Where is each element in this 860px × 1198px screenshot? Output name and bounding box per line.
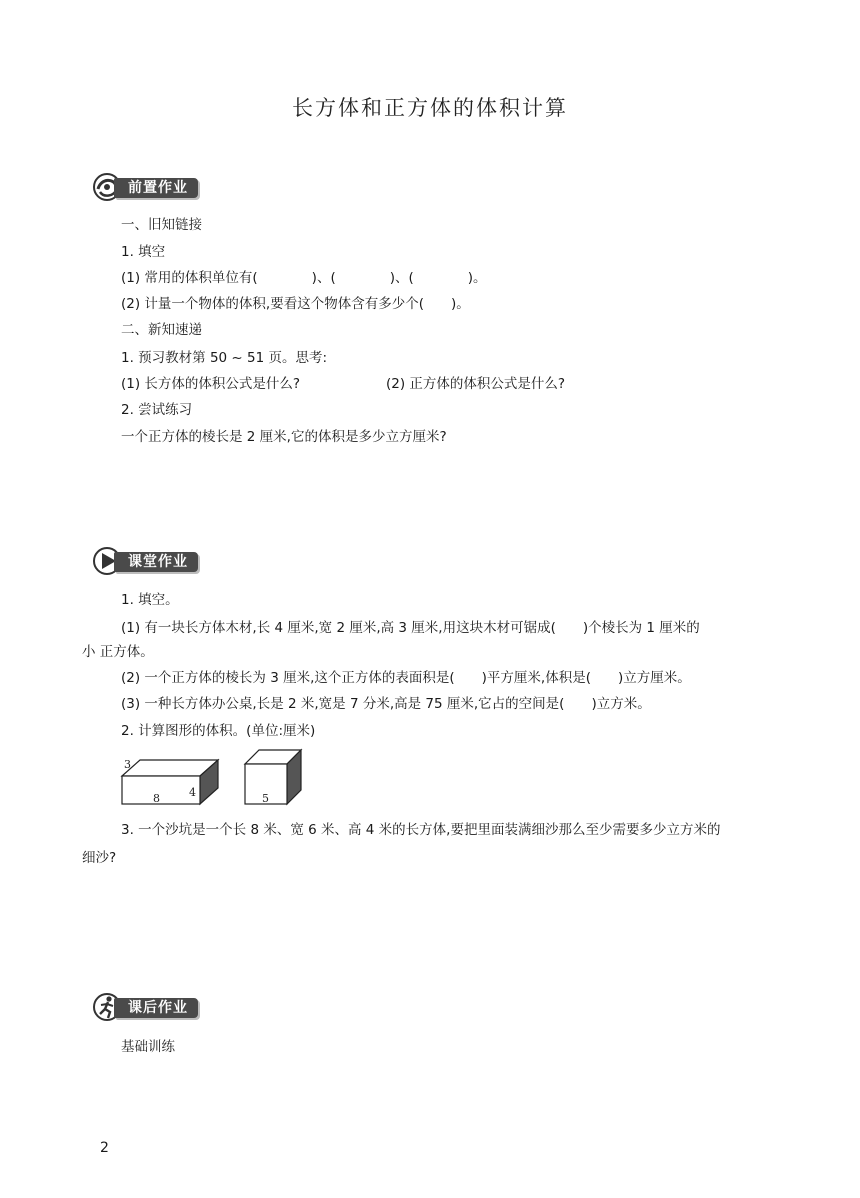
section-title: 前置作业: [114, 178, 198, 198]
section-badge-after: [92, 992, 232, 1022]
q1-item-2: (2) 计量一个物体的体积,要看这个物体含有多少个( )。: [121, 296, 470, 312]
part2-heading: 二、新知速递: [121, 322, 202, 338]
class-q1-item-1a: (1) 有一块长方体木材,长 4 厘米,宽 2 厘米,高 3 厘米,用这块木材可锯成( )个棱长为 1 厘米的: [121, 620, 700, 636]
practice-question: 一个正方体的棱长是 2 厘米,它的体积是多少立方厘米?: [121, 429, 447, 445]
think-2: (2) 正方体的体积公式是什么?: [386, 376, 566, 392]
practice-heading: 2. 尝试练习: [121, 402, 193, 418]
class-q3b: 细沙?: [82, 850, 117, 866]
cuboid-figure: [122, 758, 218, 805]
preview-line: 1. 预习教材第 50 ~ 51 页。思考:: [121, 350, 328, 366]
class-q1-item-3: (3) 一种长方体办公桌,长是 2 米,宽是 7 分米,高是 75 厘米,它占的空间是( )立方米。: [121, 696, 651, 712]
class-q3a: 3. 一个沙坑是一个长 8 米、宽 6 米、高 4 米的长方体,要把里面装满细沙那么至少需要多少立方米的: [121, 822, 721, 838]
part1-heading: 一、旧知链接: [121, 217, 202, 233]
think-1: (1) 长方体的体积公式是什么?: [121, 376, 301, 392]
section-title: 课堂作业: [114, 552, 198, 572]
q1-heading: 1. 填空: [121, 244, 166, 260]
cuboid-length-label: 8: [153, 792, 160, 805]
cube-figure: [245, 750, 301, 805]
basic-training: 基础训练: [121, 1039, 175, 1055]
class-q1-item-1b: 小 正方体。: [82, 644, 154, 660]
class-q2: 2. 计算图形的体积。(单位:厘米): [121, 723, 316, 739]
q1-item-1: (1) 常用的体积单位有( )、( )、( )。: [121, 270, 487, 286]
page-title: 长方体和正方体的体积计算: [292, 96, 568, 120]
section-badge-pre: [92, 172, 232, 202]
section-title: 课后作业: [114, 998, 198, 1018]
class-q1-item-2: (2) 一个正方体的棱长为 3 厘米,这个正方体的表面积是( )平方厘米,体积是( )立方厘米。: [121, 670, 691, 686]
page-number: 2: [100, 1140, 109, 1156]
cuboid-height-label: 3: [124, 758, 131, 771]
class-q1-heading: 1. 填空。: [121, 592, 179, 608]
section-badge-class: [92, 546, 232, 576]
cuboid-width-label: 4: [189, 786, 196, 799]
cube-edge-label: 5: [262, 792, 269, 805]
solids-figure: [114, 746, 314, 810]
